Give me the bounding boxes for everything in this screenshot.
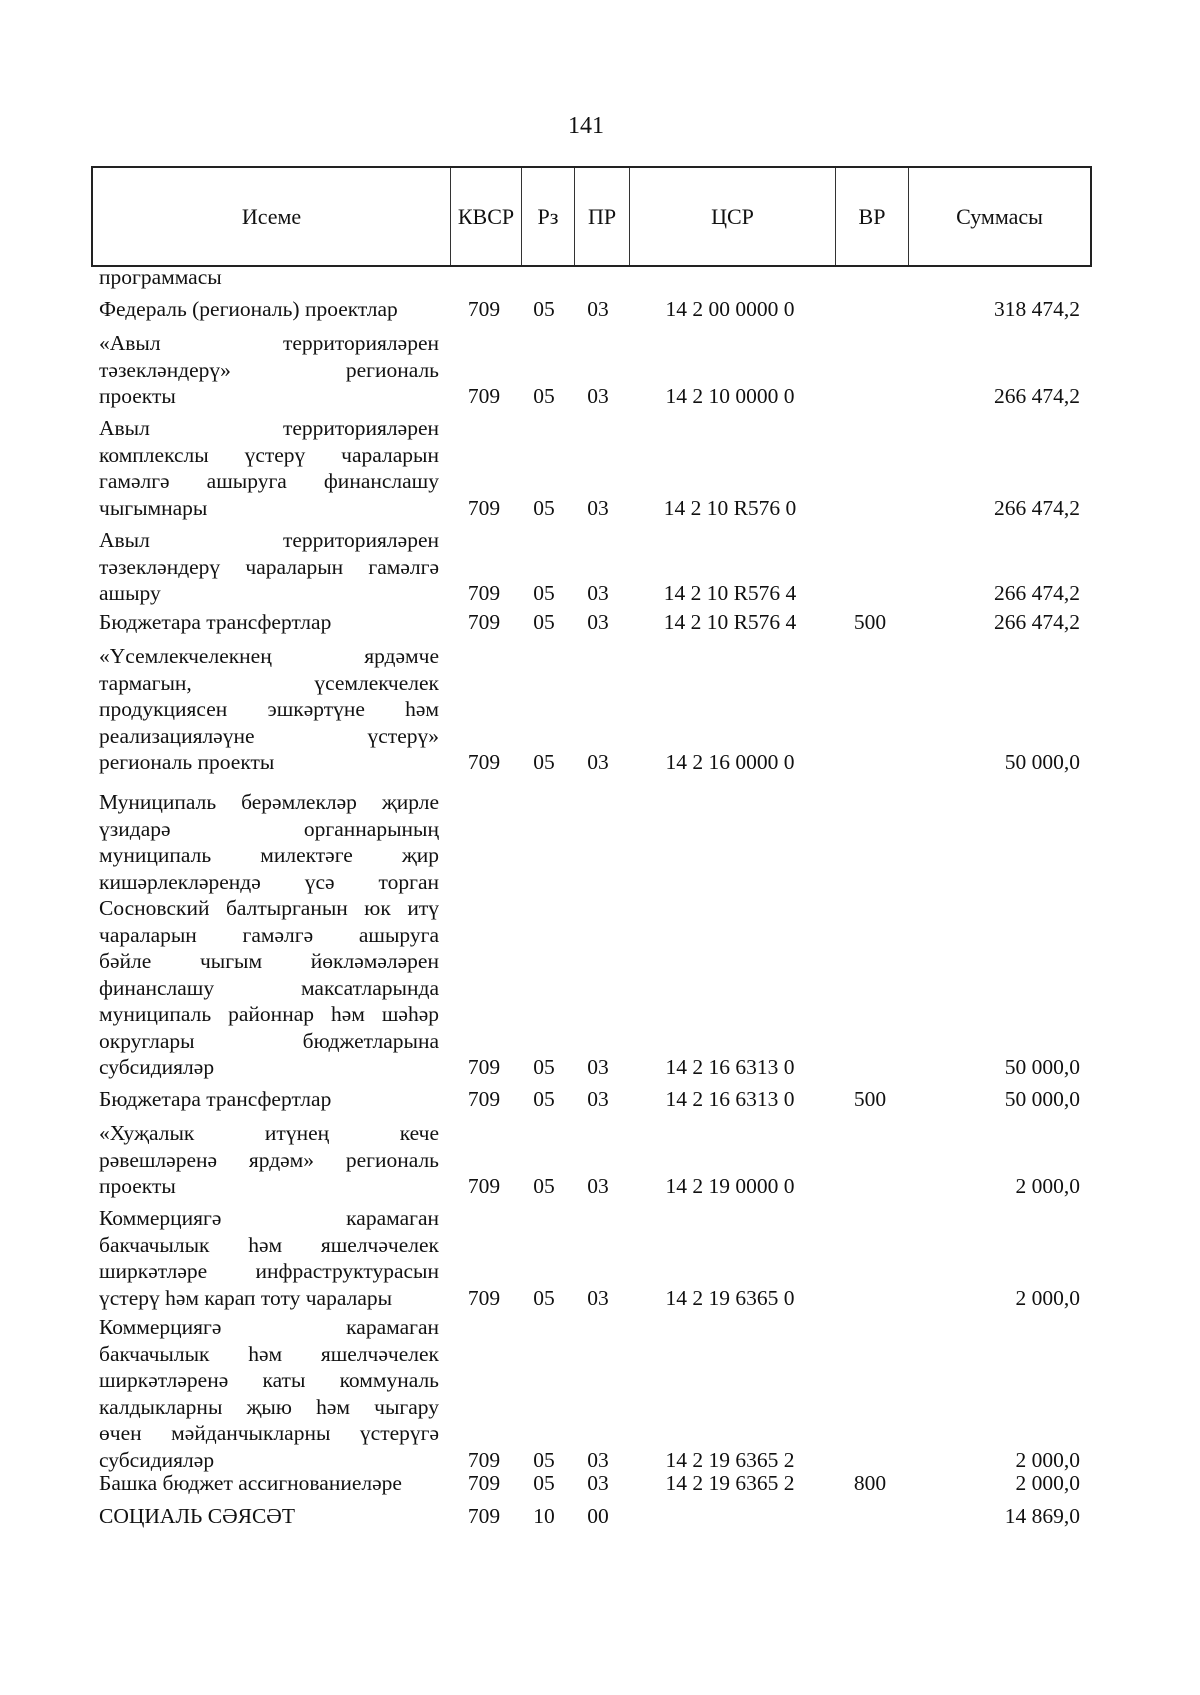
cell-rz: 05 bbox=[533, 1174, 555, 1198]
cell-csr: 14 2 19 6365 2 bbox=[665, 1447, 795, 1472]
cell-kvsr: 709 bbox=[467, 1087, 501, 1111]
row-name bbox=[99, 527, 439, 607]
row-name-line: Сосновский балтырганын юк итү bbox=[99, 896, 439, 920]
row-name bbox=[99, 789, 439, 1081]
row-name-line: «Үсемлекчелекнең ярдәмче bbox=[99, 644, 439, 668]
row-name-line: кишәрлекләрендә үсә торган bbox=[99, 869, 439, 894]
row-name-line: чараларын гамәлгә ашыруга bbox=[99, 922, 439, 947]
cell-pr: 03 bbox=[587, 1055, 609, 1079]
row-name-line: рәвешләренә ярдәм» региональ bbox=[99, 1147, 439, 1172]
cell-pr: 03 bbox=[587, 750, 609, 774]
cell-vr: 500 bbox=[853, 1087, 887, 1111]
cell-kvsr: 709 bbox=[467, 495, 501, 520]
cell-csr: 14 2 16 6313 0 bbox=[665, 1087, 795, 1111]
page-number: 141 bbox=[568, 113, 604, 139]
cell-pr: 03 bbox=[587, 384, 609, 408]
cell-pr: 00 bbox=[587, 1504, 609, 1528]
row-name-line: Федераль (региональ) проектлар bbox=[99, 297, 398, 321]
cell-pr: 03 bbox=[587, 581, 609, 605]
cell-csr: 14 2 10 R576 4 bbox=[663, 610, 797, 634]
row-name bbox=[99, 1120, 439, 1200]
cell-pr: 03 bbox=[587, 297, 609, 321]
cell-sum: 50 000,0 bbox=[1004, 1087, 1080, 1111]
cell-sum: 266 474,2 bbox=[994, 495, 1080, 520]
row-name-line: округлары бюджетларына bbox=[99, 1028, 439, 1053]
row-name-line: тәзекләндерү чараларын гамәлгә bbox=[99, 554, 439, 579]
row-name-line: «Авыл территорияләрен bbox=[99, 331, 439, 355]
row-name bbox=[99, 264, 439, 291]
header-vr: ВР bbox=[836, 168, 909, 265]
row-name bbox=[99, 415, 439, 521]
row-name bbox=[99, 1503, 439, 1530]
cell-sum: 2 000,0 bbox=[1015, 1174, 1080, 1198]
row-name-line: үзидарә органнарының bbox=[99, 816, 439, 841]
row-name-line: муниципаль районнар һәм шәһәр bbox=[99, 1002, 439, 1026]
cell-pr: 03 bbox=[587, 1087, 609, 1111]
row-name-line: проекты bbox=[99, 384, 176, 408]
row-name-line: муниципаль милектәге җир bbox=[99, 843, 439, 867]
cell-csr: 14 2 19 6365 2 bbox=[665, 1471, 795, 1495]
cell-rz: 05 bbox=[533, 1447, 555, 1472]
cell-rz: 05 bbox=[533, 610, 555, 634]
row-name bbox=[99, 330, 439, 410]
cell-pr: 03 bbox=[587, 610, 609, 634]
header-pr: ПР bbox=[575, 168, 630, 265]
header-csr: ЦСР bbox=[630, 168, 836, 265]
table-header bbox=[91, 166, 1092, 267]
row-name-line: субсидияләр bbox=[99, 1447, 215, 1472]
row-name-line: ширкәтләре инфраструктурасын bbox=[99, 1259, 439, 1283]
row-name-line: ширкәтләренә каты коммуналь bbox=[99, 1368, 439, 1392]
row-name-line: ашыру bbox=[99, 581, 161, 605]
cell-rz: 05 bbox=[533, 750, 555, 774]
row-name bbox=[99, 1086, 439, 1113]
header-kvsr: КВСР bbox=[451, 168, 522, 265]
row-name-line: бакчачылык һәм яшелчәчелек bbox=[99, 1232, 439, 1257]
cell-csr: 14 2 10 R576 0 bbox=[663, 495, 797, 520]
cell-kvsr: 709 bbox=[467, 1285, 501, 1310]
cell-kvsr: 709 bbox=[467, 297, 501, 321]
cell-csr: 14 2 10 R576 4 bbox=[663, 581, 797, 605]
cell-kvsr: 709 bbox=[467, 1174, 501, 1198]
row-name-line: комплекслы үстерү чараларын bbox=[99, 442, 439, 467]
cell-rz: 10 bbox=[533, 1504, 555, 1528]
row-name-line: калдыкларны җыю һәм чыгару bbox=[99, 1394, 439, 1419]
cell-rz: 05 bbox=[533, 495, 555, 520]
row-name bbox=[99, 1470, 439, 1497]
row-name-line: гамәлгә ашыруга финанслашу bbox=[99, 469, 439, 493]
cell-sum: 2 000,0 bbox=[1015, 1285, 1080, 1310]
cell-csr: 14 2 19 6365 0 bbox=[665, 1285, 795, 1310]
row-name-line: Авыл территорияләрен bbox=[99, 528, 439, 552]
cell-rz: 05 bbox=[533, 297, 555, 321]
cell-rz: 05 bbox=[533, 581, 555, 605]
cell-sum: 50 000,0 bbox=[1004, 1055, 1080, 1079]
header-sum: Суммасы bbox=[956, 203, 1043, 229]
cell-pr: 03 bbox=[587, 1471, 609, 1495]
row-name-line: региональ проекты bbox=[99, 750, 275, 774]
row-name-line: «Хуҗалык итүнең кече bbox=[99, 1121, 439, 1145]
cell-sum: 14 869,0 bbox=[1004, 1504, 1080, 1528]
cell-kvsr: 709 bbox=[467, 750, 501, 774]
cell-sum: 318 474,2 bbox=[994, 297, 1080, 321]
row-name bbox=[99, 1314, 439, 1473]
cell-csr: 14 2 10 0000 0 bbox=[665, 384, 795, 408]
cell-csr: 14 2 00 0000 0 bbox=[665, 297, 795, 321]
row-name-line: программасы bbox=[99, 265, 222, 289]
cell-sum: 2 000,0 bbox=[1015, 1471, 1080, 1495]
row-name-line: реализацияләүне үстерү» bbox=[99, 723, 439, 748]
row-name-line: тәзекләндерү» региональ bbox=[99, 357, 439, 382]
row-name-line: Муниципаль берәмлекләр җирле bbox=[99, 790, 439, 814]
cell-pr: 03 bbox=[587, 1285, 609, 1310]
cell-sum: 2 000,0 bbox=[1015, 1447, 1080, 1472]
cell-pr: 03 bbox=[587, 495, 609, 520]
cell-sum: 266 474,2 bbox=[994, 581, 1080, 605]
cell-rz: 05 bbox=[533, 384, 555, 408]
cell-kvsr: 709 bbox=[467, 610, 501, 634]
cell-vr: 800 bbox=[853, 1471, 887, 1495]
cell-sum: 266 474,2 bbox=[994, 384, 1080, 408]
cell-kvsr: 709 bbox=[467, 1504, 501, 1528]
cell-kvsr: 709 bbox=[467, 1055, 501, 1079]
row-name-line: Башка бюджет ассигнованиеләре bbox=[99, 1471, 402, 1495]
cell-rz: 05 bbox=[533, 1055, 555, 1079]
cell-rz: 05 bbox=[533, 1471, 555, 1495]
row-name-line: өчен мәйданчыкларны үстерүгә bbox=[99, 1421, 439, 1445]
row-name-line: Бюджетара трансфертлар bbox=[99, 610, 332, 634]
header-name: Исеме bbox=[93, 168, 451, 265]
cell-sum: 50 000,0 bbox=[1004, 750, 1080, 774]
cell-sum: 266 474,2 bbox=[994, 610, 1080, 634]
row-name-line: проекты bbox=[99, 1174, 176, 1198]
cell-rz: 05 bbox=[533, 1087, 555, 1111]
cell-csr: 14 2 16 0000 0 bbox=[665, 750, 795, 774]
cell-kvsr: 709 bbox=[467, 384, 501, 408]
row-name-line: продукциясен эшкәртүне һәм bbox=[99, 697, 439, 721]
cell-kvsr: 709 bbox=[467, 581, 501, 605]
cell-kvsr: 709 bbox=[467, 1447, 501, 1472]
row-name-line: Коммерциягә карамаган bbox=[99, 1206, 439, 1230]
row-name-line: СОЦИАЛЬ СӘЯСӘТ bbox=[99, 1504, 295, 1528]
cell-csr: 14 2 19 0000 0 bbox=[665, 1174, 795, 1198]
row-name-line: субсидияләр bbox=[99, 1055, 215, 1079]
cell-pr: 03 bbox=[587, 1447, 609, 1472]
row-name-line: тармагын, үсемлекчелек bbox=[99, 670, 439, 695]
row-name-line: чыгымнары bbox=[99, 495, 208, 520]
row-name bbox=[99, 609, 439, 636]
cell-rz: 05 bbox=[533, 1285, 555, 1310]
row-name-line: үстерү һәм карап тоту чаралары bbox=[99, 1285, 393, 1310]
cell-csr: 14 2 16 6313 0 bbox=[665, 1055, 795, 1079]
row-name-line: Бюджетара трансфертлар bbox=[99, 1087, 332, 1111]
row-name-line: бәйле чыгым йөкләмәләрен bbox=[99, 949, 439, 973]
header-rz: Рз bbox=[522, 168, 575, 265]
cell-vr: 500 bbox=[853, 610, 887, 634]
row-name-line: бакчачылык һәм яшелчәчелек bbox=[99, 1341, 439, 1366]
cell-pr: 03 bbox=[587, 1174, 609, 1198]
row-name bbox=[99, 296, 439, 323]
row-name bbox=[99, 643, 439, 776]
row-name bbox=[99, 1205, 439, 1311]
row-name-line: Коммерциягә карамаган bbox=[99, 1315, 439, 1339]
cell-kvsr: 709 bbox=[467, 1471, 501, 1495]
row-name-line: Авыл территорияләрен bbox=[99, 416, 439, 440]
row-name-line: финанслашу максатларында bbox=[99, 975, 439, 1000]
